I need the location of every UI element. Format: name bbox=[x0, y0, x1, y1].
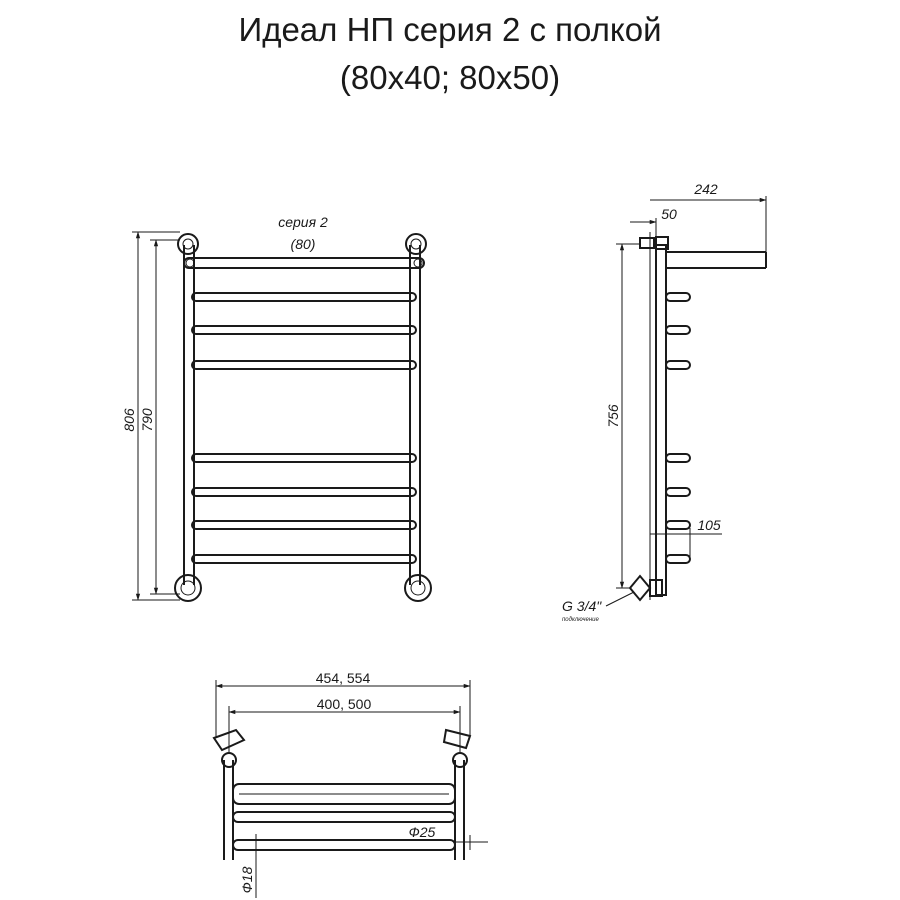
wall-offset-dimension bbox=[630, 206, 677, 238]
thread-label: G 3/4" bbox=[562, 598, 602, 614]
crossbars bbox=[192, 293, 416, 563]
pipe-diameter-dimension bbox=[409, 824, 488, 850]
crossbar bbox=[192, 326, 416, 334]
bar-diameter-label: Ф18 bbox=[239, 866, 255, 894]
wall-offset-label: 50 bbox=[661, 206, 677, 222]
crossbar bbox=[192, 361, 416, 369]
side-top-bracket bbox=[640, 238, 654, 248]
diagram-title: Идеал НП серия 2 с полкой bbox=[238, 11, 662, 48]
top-right-mount bbox=[406, 234, 426, 254]
height-outer-label: 806 bbox=[121, 408, 137, 432]
side-view bbox=[562, 181, 766, 623]
crossbar bbox=[192, 454, 416, 462]
pipe-diameter-label: Ф25 bbox=[408, 824, 436, 840]
top-right-collector bbox=[455, 760, 464, 860]
side-bar-stubs bbox=[666, 293, 690, 563]
top-view bbox=[214, 670, 488, 898]
front-view bbox=[121, 214, 431, 601]
top-view-right-mount bbox=[444, 730, 470, 767]
shelf-top-bar bbox=[184, 258, 424, 268]
side-height-dimension bbox=[605, 244, 640, 588]
width-outer-label: 454, 554 bbox=[315, 670, 371, 686]
crossbar bbox=[192, 293, 416, 301]
width-inner-label: 400, 500 bbox=[316, 696, 372, 712]
thread-callout bbox=[562, 592, 634, 623]
depth-label: 242 bbox=[694, 181, 718, 197]
diagram-subtitle: (80х40; 80х50) bbox=[339, 59, 561, 96]
bottom-left-mount bbox=[175, 575, 201, 601]
height-inner-label: 790 bbox=[139, 408, 155, 432]
bar-diameter-dimension bbox=[239, 834, 256, 898]
connection-note: подключение bbox=[562, 617, 599, 623]
side-height-label: 756 bbox=[605, 404, 621, 428]
top-left-collector bbox=[224, 760, 233, 860]
series-sub-label: (80) bbox=[290, 236, 316, 252]
crossbar bbox=[192, 521, 416, 529]
bar-depth-dimension bbox=[650, 517, 722, 560]
width-inner-dimension bbox=[229, 696, 460, 752]
series-label: серия 2 bbox=[278, 214, 328, 230]
side-collector bbox=[656, 245, 666, 595]
height-dimension-inner bbox=[139, 240, 180, 594]
top-left-mount bbox=[178, 234, 198, 254]
side-shelf bbox=[666, 252, 766, 268]
crossbar bbox=[192, 555, 416, 563]
bottom-right-mount bbox=[405, 575, 431, 601]
side-bottom-valve bbox=[630, 576, 662, 600]
bar-depth-label: 105 bbox=[697, 517, 721, 533]
crossbar bbox=[192, 488, 416, 496]
top-view-shelf bbox=[233, 784, 455, 804]
